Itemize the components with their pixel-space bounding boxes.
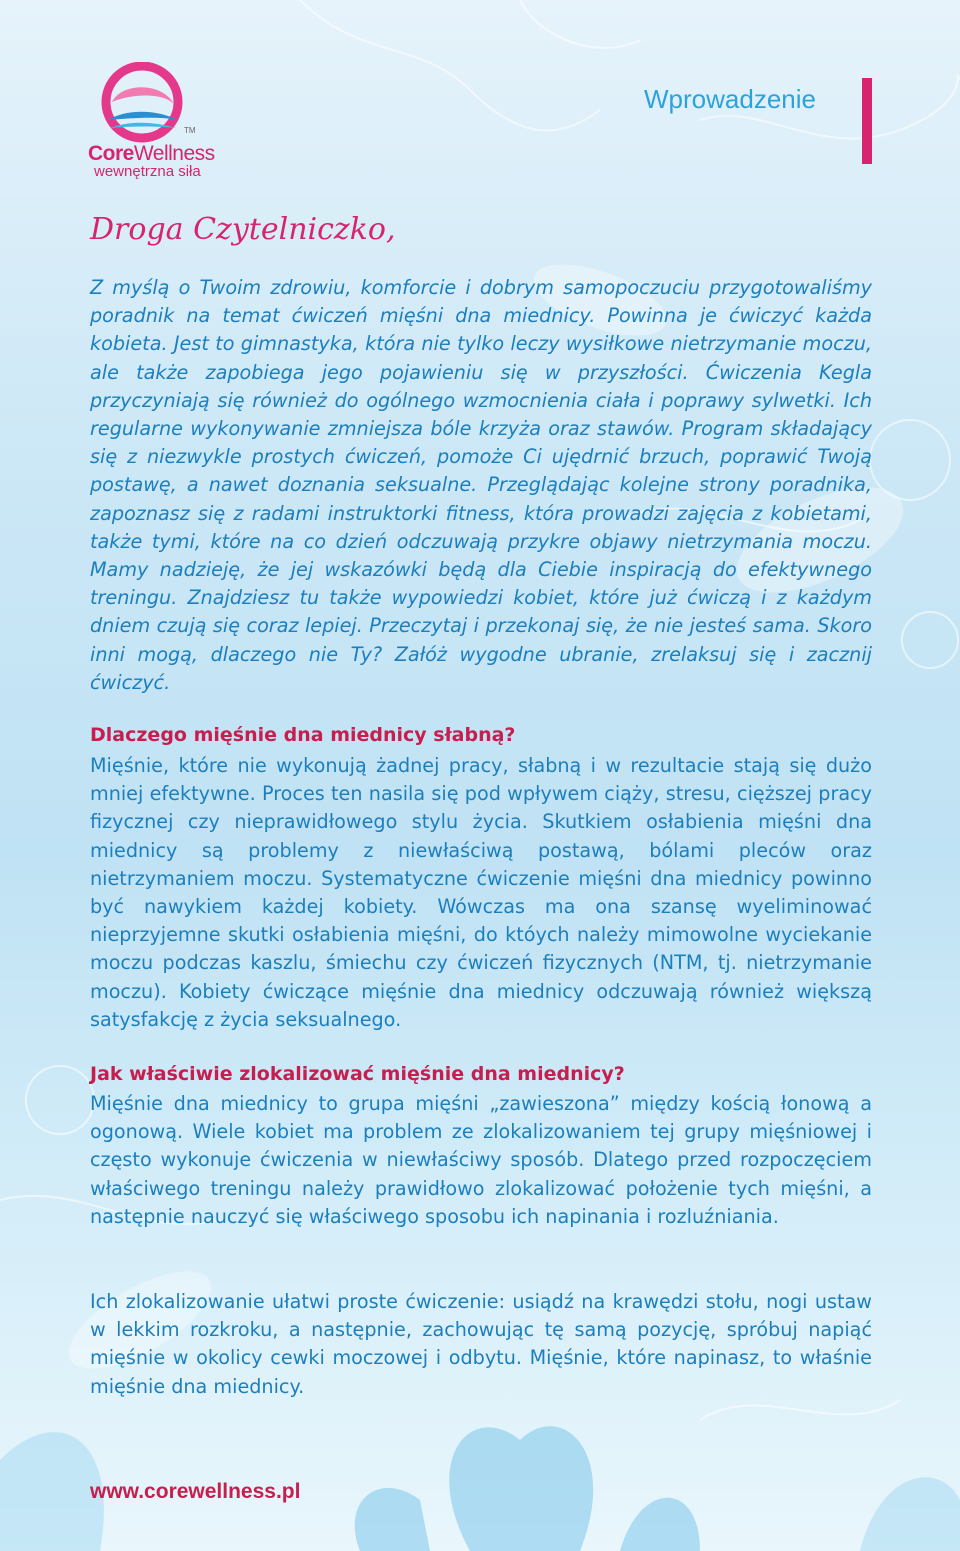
intro-paragraph: Z myślą o Twoim zdrowiu, komforcie i dobrym samopoczuciu przygotowaliśmy poradnik na temat ćwiczeń mięśni dna miednicy. Powinna je ćwiczyć każda kobieta. Jest to gimnastyka, która nie tylko leczy wysiłkowe nietrzymanie moczu, ale także zapobiega jego pojawieniu się w przyszłości. Ćwiczenia Kegla przyczyniają się również do ogólnego wzmocnienia ciała i poprawy sylwetki. Ich regularne wykonywanie zmniejsza bóle krzyża oraz stawów. Program składający się z niezwykle prostych ćwiczeń, pomoże Ci ujędrnić brzuch, poprawić Twoją postawę, a nawet doznania seksualne. Przeglądając kolejne strony poradnika, zapoznasz się z radami instruktorki fitness, która prowadzi zajęcia z kobietami, także tymi, które na co dzień odczuwają przykre objawy nietrzymania moczu. Mamy nadzieję, że jej wskazówki będą dla Ciebie inspiracją do efektywnego treningu. Znajdziesz tu także wypowiedzi kobiet, które już ćwiczą i z każdym dniem czują się coraz lepiej. Przeczytaj i przekonaj się, że nie jesteś sama. Skoro inni mogą, dlaczego nie Ty? Załóż wygodne ubranie, zrelaksuj się i zacznij ćwiczyć. [90,276,872,694]
greeting: Droga Czytelniczko, [90,212,396,247]
brand-name-wellness: Wellness [133,142,215,165]
brand-name-core: Core [88,142,134,165]
section-title: Wprowadzenie [644,84,816,114]
paragraph-locate-exercise: Ich zlokalizowanie ułatwi proste ćwiczenie: usiądź na krawędzi stołu, nogi ustaw w lekkim rozkroku, a następnie, zachowując tę samą pozycję, spróbuj napiąć mięśnie w okolicy cewki moczowej i odbytu. Mięśnie, które napinasz, to właśnie mięśnie dna miednicy. [90,1290,872,1398]
paragraph-why-muscles-weaken: Mięśnie, które nie wykonują żadnej pracy, słabną i w rezultacie stają się dużo mniej efektywne. Proces ten nasila się pod wpływem ciąży, stresu, cięższej pracy fizycznej czy nieprawidłowego stylu życia. Skutkiem osłabienia mięśni dna miednicy są problemy z niewłaściwą postawą, bólami pleców oraz nietrzymaniem moczu. Systematyczne ćwiczenie mięśni dna miednicy powinno być nawykiem każdej kobiety. Wówczas ma ona szansę wyeliminować nieprzyjemne skutki osłabienia mięśni, do któych należy mimowolne wyciekanie moczu podczas kaszlu, śmiechu czy ćwiczeń fizycznych (NTM, tj. nietrzymanie moczu). Kobiety ćwiczące mięśnie dna miednicy odczuwają również większą satysfakcję z życia seksualnego. [90,754,872,1031]
section-accent-bar [862,78,872,164]
heading-why-muscles-weaken: Dlaczego mięśnie dna miednicy słabną? [90,724,516,746]
paragraph-how-to-locate: Mięśnie dna miednicy to grupa mięśni „zawieszona” między kością łonową a ogonową. Wiele kobiet ma problem ze zlokalizowaniem tej grupy mięśniowej i często wykonuje ćwiczenia w niewłaściwy sposób. Dlatego przed rozpoczęciem właściwego treningu należy prawidłowo zlokalizować położenie tych mięśni, a następnie nauczyć się właściwego sposobu ich napinania i rozluźniania. [90,1092,872,1228]
brand-block [88,142,215,180]
heading-how-to-locate: Jak właściwie zlokalizować mięśnie dna miednicy? [90,1063,625,1085]
footer-website-link[interactable]: www.corewellness.pl [90,1480,301,1503]
trademark-label: TM [184,126,196,135]
brand-tagline: wewnętrzna siła [94,163,201,180]
